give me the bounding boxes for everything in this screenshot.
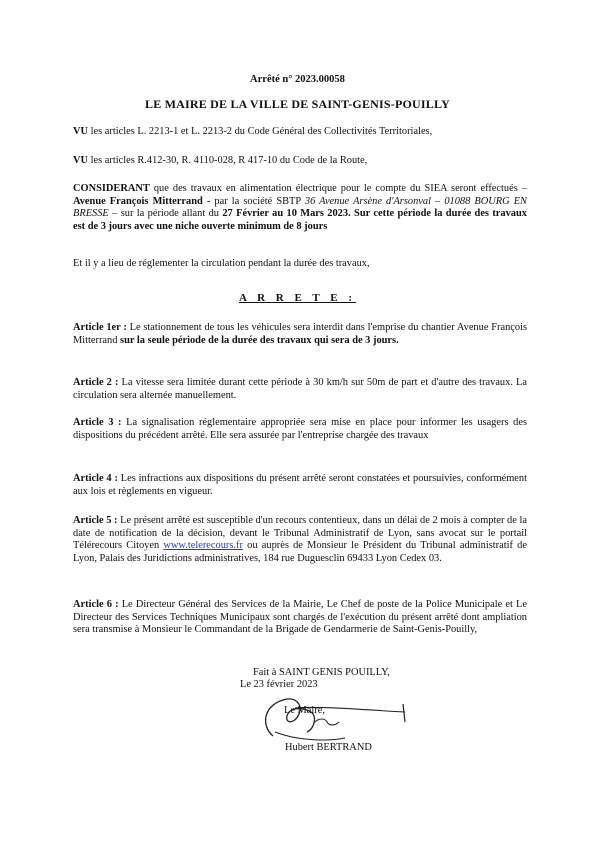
article-3 (73, 417, 527, 442)
article-5-text-1: Le présent arrêté est susceptible d'un recours contentieux, dans un délai de 2 mois à compter de la date de notification de la décision, devant le Tribunal Administratif de Lyon, sans avocat sur le portail Télérecours Citoyen (73, 515, 527, 552)
article-4-label: Article 4 : (73, 473, 118, 484)
reglementation-line: Et il y a lieu de réglementer la circulation pendant la durée des travaux, (73, 258, 370, 269)
article-6 (73, 599, 527, 637)
arrete-heading: A R R E T E : (238, 292, 356, 304)
article-6-text: Le Directeur Général des Services de la Mairie, Le Chef de poste de la Police Municipale et Le Directeur des Services Techniques Municipaux sont chargés de l'exécution du présent arrêté dont ampliation sera transmise à Monsieur le Commandant de la Brigade de Gendarmerie de Saint-Genis-Pouilly, (73, 599, 527, 636)
considerant-text-1: que des travaux en alimentation électrique pour le compte du SIEA seront effectués – (149, 183, 527, 194)
considerant-text-4: Sur cette période la durée des travaux est de 3 jours avec une niche ouverte minimum de 8 jours (73, 208, 527, 232)
considerant-dates: 27 Février au 10 Mars 2023. (222, 208, 351, 220)
article-1-bold: sur la seule période de la durée des travaux qui sera de 3 jours. (120, 334, 399, 346)
considerant-text-3: – sur la période allant du (108, 208, 223, 220)
article-2 (73, 377, 527, 402)
visa-1 (73, 126, 527, 139)
article-1 (73, 322, 527, 347)
considerant-address: 36 Avenue Arsène d'Arsonval – 01088 BOURG EN BRESSE (73, 195, 527, 220)
article-5-text-2: ou auprès de Monsieur le Président du Tribunal administratif de Lyon, Palais des Juridictions administratives, 184 rue Duguesclin 69433 Lyon Cedex 03. (73, 540, 527, 564)
arrete-number: Arrêté n° 2023.00058 (250, 74, 345, 85)
article-3-text: La signalisation réglementaire appropriée sera mise en place pour informer les usagers des dispositions du précédent arrêté. Elle sera assurée par l'entreprise chargée des travaux (73, 417, 527, 441)
signature-date: Le 23 février 2023 (240, 679, 318, 690)
document-title: LE MAIRE DE LA VILLE DE SAINT-GENIS-POUILLY (145, 97, 450, 111)
article-2-text: La vitesse sera limitée durant cette période à 30 km/h sur 50m de part et d'autre des travaux. La circulation sera alternée manuellement. (73, 377, 527, 401)
considerant-street: Avenue François Mitterrand (73, 195, 203, 207)
article-5-label: Article 5 : (73, 515, 118, 526)
visa-1-label: VU (73, 126, 89, 137)
signature-place: Fait à SAINT GENIS POUILLY, (253, 667, 390, 678)
article-2-label: Article 2 : (73, 377, 119, 388)
signature-role: Le Maire, (284, 705, 325, 716)
article-4 (73, 473, 527, 498)
visa-2-text: les articles R.412-30, R. 4110-028, R 417-10 du Code de la Route, (88, 155, 368, 166)
visa-2-label: VU (73, 155, 89, 166)
telerecours-link[interactable]: www.telerecours.fr (163, 540, 243, 552)
considerant-text-2: - par la société SBTP (202, 195, 305, 207)
article-1-text: Le stationnement de tous les véhicules sera interdit dans l'emprise du chantier Avenue François Mitterrand (73, 322, 528, 346)
considerant-paragraph (73, 183, 527, 233)
considerant-label: CONSIDERANT (73, 183, 150, 194)
article-3-label: Article 3 : (73, 417, 122, 428)
signature-name: Hubert BERTRAND (285, 742, 372, 753)
handwritten-signature-icon (255, 688, 415, 748)
article-1-label: Article 1er : (73, 322, 127, 333)
visa-1-text: les articles L. 2213-1 et L. 2213-2 du Code Général des Collectivités Territoriales, (88, 126, 433, 137)
article-4-text: Les infractions aux dispositions du présent arrêté seront constatées et poursuivies, conformément aux lois et règlements en vigueur. (73, 473, 527, 497)
article-5 (73, 515, 527, 565)
article-6-label: Article 6 : (73, 599, 119, 610)
visa-2 (73, 155, 527, 168)
